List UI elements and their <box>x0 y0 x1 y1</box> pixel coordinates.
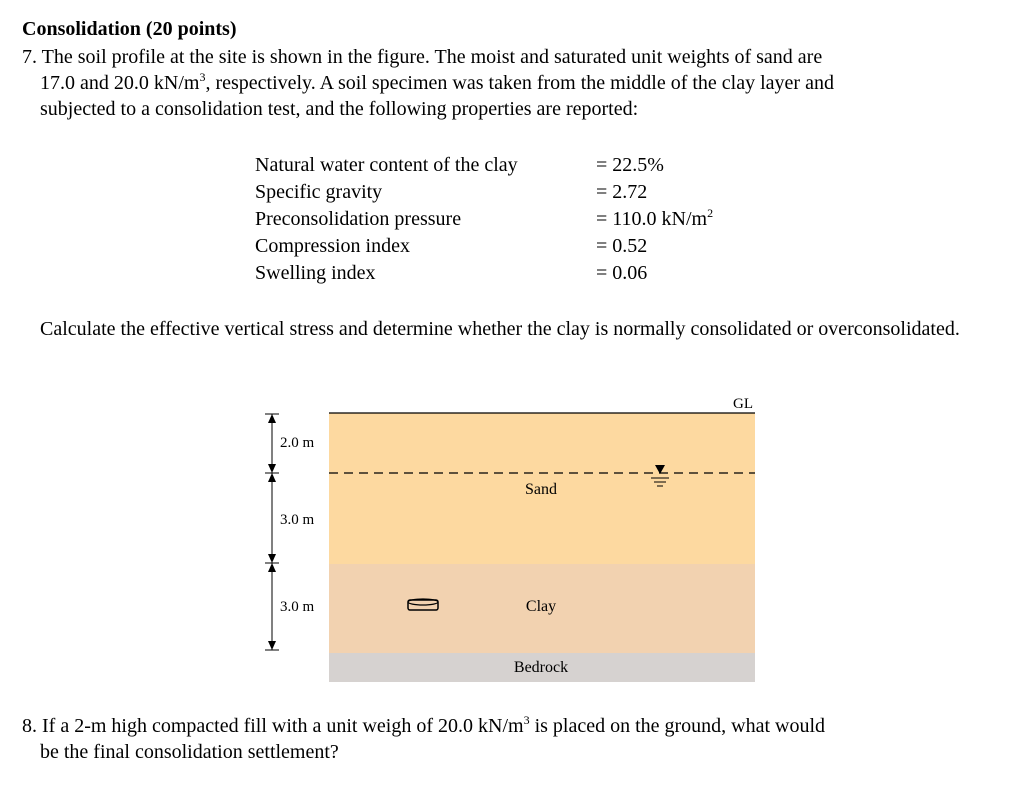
problem-7-question: Calculate the effective vertical stress and determine whether the clay is normally consolidated or overconsolidated. <box>40 318 960 340</box>
dimension-lines <box>265 414 279 650</box>
section-title: Consolidation (20 points) <box>22 18 237 40</box>
property-value-superscript: 2 <box>707 206 714 220</box>
problem-7-superscript: 3 <box>199 70 206 84</box>
property-name: Swelling index <box>255 262 376 284</box>
property-name: Preconsolidation pressure <box>255 208 462 230</box>
property-value: = 0.52 <box>596 235 648 257</box>
sand-label: Sand <box>525 481 557 498</box>
gl-label: GL <box>733 396 753 412</box>
dimension-label-sand-top: 2.0 m <box>280 435 315 451</box>
property-value: = 22.5% <box>596 154 664 176</box>
problem-7-text-1: The soil profile at the site is shown in the figure. The moist and saturated unit weights of sand are <box>41 46 823 68</box>
property-name: Compression index <box>255 235 410 257</box>
problem-8-text-1a: If a 2-m high compacted fill with a unit weigh of 20.0 kN/m <box>42 715 524 737</box>
problem-8-line-2: be the final consolidation settlement? <box>40 741 339 763</box>
property-value: = 2.72 <box>596 181 648 203</box>
problem-7-number: 7. <box>22 46 37 68</box>
dimension-label-sand-bottom: 3.0 m <box>280 512 315 528</box>
property-name: Natural water content of the clay <box>255 154 518 176</box>
property-name: Specific gravity <box>255 181 383 203</box>
dimension-label-clay: 3.0 m <box>280 599 315 615</box>
bedrock-label: Bedrock <box>513 659 569 676</box>
problem-8-number: 8. <box>22 715 37 737</box>
problem-8-superscript: 3 <box>523 713 530 727</box>
problem-8-text-1b: is placed on the ground, what would <box>529 715 826 737</box>
problem-8 <box>22 713 997 765</box>
problem-7-text-2b: , respectively. A soil specimen was taken from the middle of the clay layer and <box>205 72 834 94</box>
property-value: = 0.06 <box>596 262 648 284</box>
problem-7-line-3: subjected to a consolidation test, and the following properties are reported: <box>40 98 639 120</box>
problem-7-text-2a: 17.0 and 20.0 kN/m <box>40 72 200 94</box>
property-value-text: = 110.0 kN/m <box>596 208 708 230</box>
problem-8-line-1 <box>22 713 997 739</box>
clay-label: Clay <box>525 598 557 615</box>
